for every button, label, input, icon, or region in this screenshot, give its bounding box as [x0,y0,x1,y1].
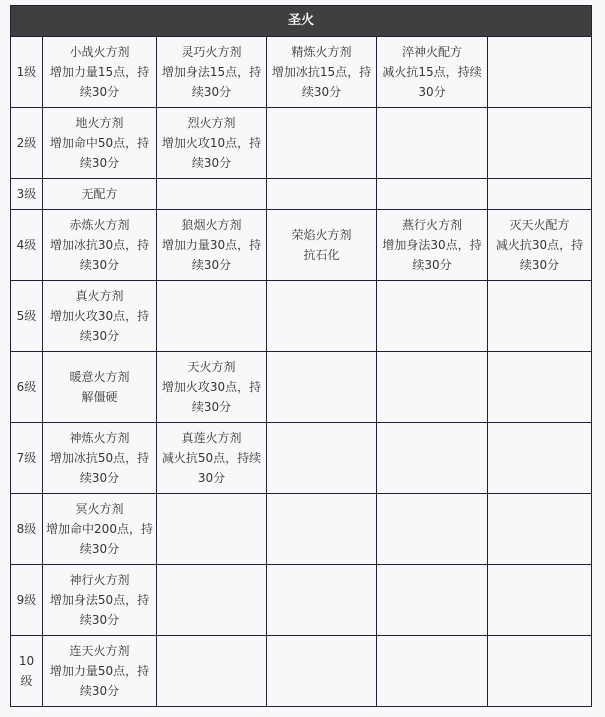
recipe-cell [157,494,267,565]
table-row [11,210,592,281]
table-row [11,179,592,210]
recipe-cell [267,179,377,210]
recipe-name: 神行火方剂 [69,573,130,587]
recipe-name: 地火方剂 [75,116,124,130]
table-row [11,636,592,707]
recipe-cell [157,37,267,108]
recipe-cell [43,494,157,565]
level-cell: 9级 [11,565,43,636]
recipe-cell [267,210,377,281]
recipe-name: 精炼火方剂 [291,45,352,59]
recipe-cell [157,108,267,179]
recipe-cell [488,37,592,108]
table-row [11,494,592,565]
table-row [11,281,592,352]
recipe-effect: 减火抗15点，持续30分 [382,65,482,99]
recipe-table [10,5,592,707]
recipe-effect: 增加身法50点，持续30分 [49,593,150,627]
recipe-cell [377,37,488,108]
recipe-cell [488,494,592,565]
recipe-cell [43,281,157,352]
recipe-cell [488,565,592,636]
recipe-cell [43,352,157,423]
recipe-effect: 增加身法15点，持续30分 [161,65,262,99]
recipe-cell [267,108,377,179]
recipe-effect: 减火抗50点，持续30分 [161,451,262,485]
recipe-cell [377,565,488,636]
recipe-effect: 增加冰抗15点，持续30分 [271,65,372,99]
level-cell: 10级 [11,636,43,707]
recipe-cell [267,352,377,423]
recipe-name: 灵巧火方剂 [181,45,242,59]
recipe-cell [43,210,157,281]
recipe-cell [377,179,488,210]
table-body [11,37,592,707]
recipe-cell [157,179,267,210]
recipe-cell [267,565,377,636]
recipe-cell [488,423,592,494]
recipe-name: 冥火方剂 [75,502,124,516]
recipe-cell [377,210,488,281]
recipe-cell [43,179,157,210]
recipe-cell [157,636,267,707]
recipe-name: 狼烟火方剂 [181,218,242,232]
recipe-cell [43,37,157,108]
recipe-cell [377,108,488,179]
recipe-cell [157,352,267,423]
recipe-effect: 抗石化 [303,248,340,262]
recipe-name: 灭天火配方 [509,218,570,232]
recipe-name: 真火方剂 [75,289,124,303]
recipe-cell [377,423,488,494]
recipe-effect: 增加火攻30点，持续30分 [49,309,150,343]
level-cell: 7级 [11,423,43,494]
recipe-effect: 增加命中200点，持续30分 [46,522,153,556]
recipe-cell [488,179,592,210]
recipe-effect: 解僵硬 [81,390,118,404]
level-cell: 6级 [11,352,43,423]
recipe-effect: 增加命中50点，持续30分 [49,136,150,170]
recipe-name: 暖意火方剂 [69,370,130,384]
recipe-name: 赤炼火方剂 [69,218,130,232]
recipe-name: 淬神火配方 [401,45,462,59]
recipe-name: 真莲火方剂 [181,431,242,445]
recipe-cell [377,281,488,352]
table-title: 圣火 [11,6,592,37]
recipe-cell [43,108,157,179]
level-cell: 2级 [11,108,43,179]
recipe-effect: 增加力量15点，持续30分 [49,65,150,99]
recipe-name: 神炼火方剂 [69,431,130,445]
recipe-cell [267,281,377,352]
recipe-effect: 减火抗30点，持续30分 [495,238,584,272]
recipe-cell [488,108,592,179]
recipe-name: 烈火方剂 [187,116,236,130]
recipe-effect: 增加力量50点，持续30分 [49,664,150,698]
recipe-name: 荣焰火方剂 [291,228,352,242]
level-cell: 3级 [11,179,43,210]
recipe-cell [43,565,157,636]
recipe-cell [488,636,592,707]
recipe-cell [488,210,592,281]
recipe-name: 小战火方剂 [69,45,130,59]
recipe-effect: 增加身法30点，持续30分 [382,238,482,272]
recipe-cell [43,636,157,707]
level-cell: 4级 [11,210,43,281]
recipe-effect: 增加冰抗30点，持续30分 [49,238,150,272]
recipe-name: 天火方剂 [187,360,236,374]
recipe-cell [377,636,488,707]
table-row [11,37,592,108]
table-row [11,423,592,494]
recipe-cell [267,37,377,108]
recipe-cell [157,210,267,281]
recipe-name: 连天火方剂 [69,644,130,658]
recipe-cell [267,423,377,494]
table-row [11,352,592,423]
level-cell: 5级 [11,281,43,352]
recipe-effect: 增加火攻30点，持续30分 [161,380,262,414]
recipe-cell [488,281,592,352]
table-row [11,108,592,179]
recipe-effect: 增加火攻10点，持续30分 [161,136,262,170]
table-row [11,565,592,636]
recipe-effect: 增加力量30点，持续30分 [161,238,262,272]
recipe-cell [43,423,157,494]
recipe-cell [267,494,377,565]
recipe-cell [157,423,267,494]
recipe-cell [157,281,267,352]
recipe-name: 燕行火方剂 [401,218,462,232]
recipe-cell [377,352,488,423]
level-cell: 8级 [11,494,43,565]
recipe-effect: 增加冰抗50点，持续30分 [49,451,150,485]
recipe-cell [267,636,377,707]
level-cell: 1级 [11,37,43,108]
recipe-cell [488,352,592,423]
recipe-name: 无配方 [81,187,118,201]
recipe-cell [157,565,267,636]
recipe-cell [377,494,488,565]
